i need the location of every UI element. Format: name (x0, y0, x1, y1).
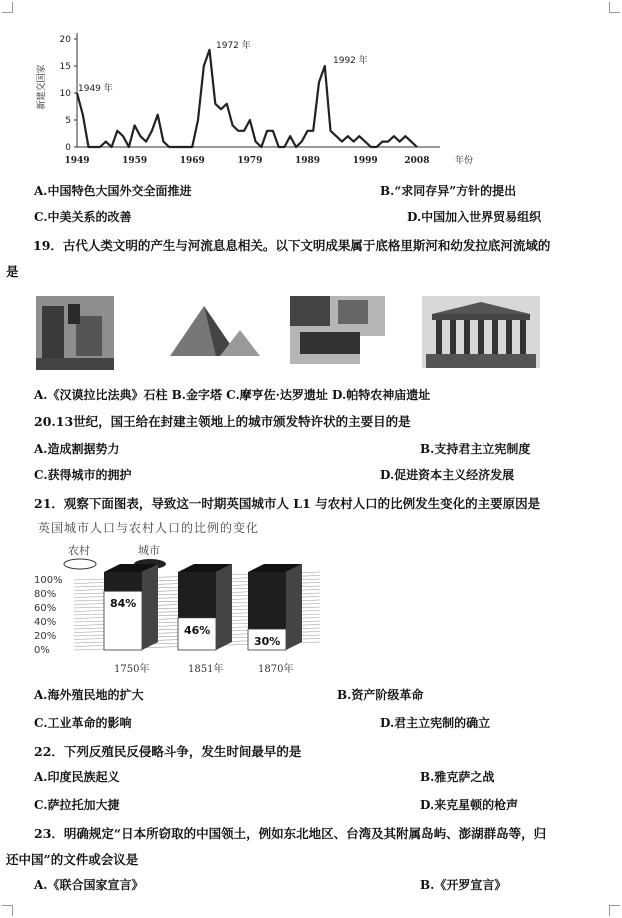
bar-y-tick-label: 20% (34, 631, 57, 642)
legend-rural-swatch (64, 559, 96, 569)
crop-mark-bottom-left (2, 905, 13, 916)
q18-option-b[interactable]: B.“求同存异”方针的提出 (380, 184, 517, 198)
q21-option-d[interactable]: D.君主立宪制的确立 (380, 716, 491, 730)
q23-option-b[interactable]: B.《开罗宣言》 (420, 878, 507, 892)
bar-side-face (142, 564, 158, 650)
chart-ylabel: 新建交国家 (37, 64, 47, 110)
q18-option-c[interactable]: C.中美关系的改善 (34, 210, 132, 224)
crop-mark-top-right (609, 2, 620, 13)
q23-option-a[interactable]: A.《联合国家宣言》 (34, 878, 144, 892)
q21-option-a[interactable]: A.海外殖民地的扩大 (34, 688, 144, 702)
bar-side-face (216, 564, 232, 650)
q22-option-b[interactable]: B.雅克萨之战 (420, 770, 495, 784)
bar-y-tick-label: 100% (34, 575, 63, 586)
mohenjo-daro-image (290, 296, 385, 364)
y-tick-label: 20 (59, 35, 71, 45)
x-tick-label: 1949 (64, 156, 90, 166)
q20-option-c[interactable]: C.获得城市的拥护 (34, 468, 132, 482)
x-tick-label: 2008 (404, 156, 430, 166)
bar-year-label: 1851年 (188, 664, 224, 674)
bar-year-label: 1870年 (258, 664, 294, 674)
annotation-1992: 1992 年 (333, 56, 368, 66)
q20-option-a[interactable]: A.造成割据势力 (34, 442, 120, 456)
q18-option-a[interactable]: A.中国特色大国外交全面推进 (34, 184, 192, 198)
legend-rural-label: 农村 (68, 544, 90, 557)
annotation-1972: 1972 年 (216, 41, 251, 51)
q19-stem: 19．古代人类文明的产生与河流息息相关。以下文明成果属于底格里斯河和幼发拉底河流域的 (33, 238, 551, 253)
bar-y-tick-label: 40% (34, 617, 57, 628)
x-tick-label: 1959 (122, 156, 148, 166)
bar-rural-pct-label: 84% (110, 597, 137, 611)
new-diplomatic-relations-chart (30, 25, 490, 170)
q19-options: A.《汉谟拉比法典》石柱 B.金字塔 C.摩亨佐·达罗遗址 D.帕特农神庙遗址 (34, 388, 431, 402)
bar-year-label: 1750年 (114, 664, 150, 674)
urban-rural-population-chart (30, 518, 330, 674)
y-tick-label: 15 (59, 62, 71, 72)
parthenon-image (422, 296, 540, 368)
q22-stem: 22．下列反殖民反侵略斗争，发生时间最早的是 (34, 744, 302, 759)
q23-stem-continued: 还中国”的文件或会议是 (6, 852, 139, 867)
x-tick-label: 1999 (352, 156, 378, 166)
x-tick-label: 1989 (294, 156, 321, 166)
bar-y-tick-label: 60% (34, 603, 57, 614)
q19-stem-continued: 是 (6, 264, 19, 279)
x-unit-label: 年份 (455, 156, 474, 166)
bar-chart-title: 英国城市人口与农村人口的比例的变化 (38, 521, 260, 535)
q22-option-c[interactable]: C.萨拉托加大捷 (34, 798, 120, 812)
q21-stem: 21．观察下面图表，导致这一时期英国城市人 L1 与农村人口的比例发生变化的主要原因是 (34, 496, 541, 511)
bar-urban-segment (104, 572, 142, 591)
q23-stem: 23．明确规定“日本所窃取的中国领土，例如东北地区、台湾及其附属岛屿、澎湖群岛等，归 (34, 826, 547, 841)
q18-option-d[interactable]: D.中国加入世界贸易组织 (407, 210, 542, 224)
q20-stem: 20.13世纪，国王给在封建主领地上的城市颁发特许状的主要目的是 (34, 414, 411, 429)
bar-urban-segment (178, 572, 216, 618)
q20-option-b[interactable]: B.支持君主立宪制度 (420, 442, 531, 456)
bar-y-tick-label: 0% (34, 645, 50, 656)
pyramids-image (160, 298, 262, 360)
q21-option-b[interactable]: B.资产阶级革命 (337, 688, 424, 702)
crop-mark-bottom-right (609, 905, 620, 916)
annotation-1949: 1949 年 (78, 84, 113, 94)
q22-option-d[interactable]: D.来克星顿的枪声 (420, 798, 519, 812)
y-tick-label: 10 (59, 89, 71, 99)
legend-urban-label: 城市 (138, 544, 160, 557)
crop-mark-top-left (2, 2, 13, 13)
q21-option-c[interactable]: C.工业革命的影响 (34, 716, 132, 730)
y-tick-label: 0 (65, 143, 71, 153)
y-tick-label: 5 (65, 116, 71, 126)
q22-option-a[interactable]: A.印度民族起义 (34, 770, 120, 784)
bar-urban-segment (248, 572, 286, 629)
bar-rural-pct-label: 30% (254, 635, 281, 648)
bar-rural-pct-label: 46% (184, 623, 211, 637)
bar-y-tick-label: 80% (34, 589, 57, 600)
x-tick-label: 1979 (237, 156, 263, 166)
x-tick-label: 1969 (179, 156, 205, 166)
bar-side-face (286, 564, 302, 650)
q20-option-d[interactable]: D.促进资本主义经济发展 (380, 468, 515, 482)
hammurabi-stele-image (36, 296, 114, 370)
